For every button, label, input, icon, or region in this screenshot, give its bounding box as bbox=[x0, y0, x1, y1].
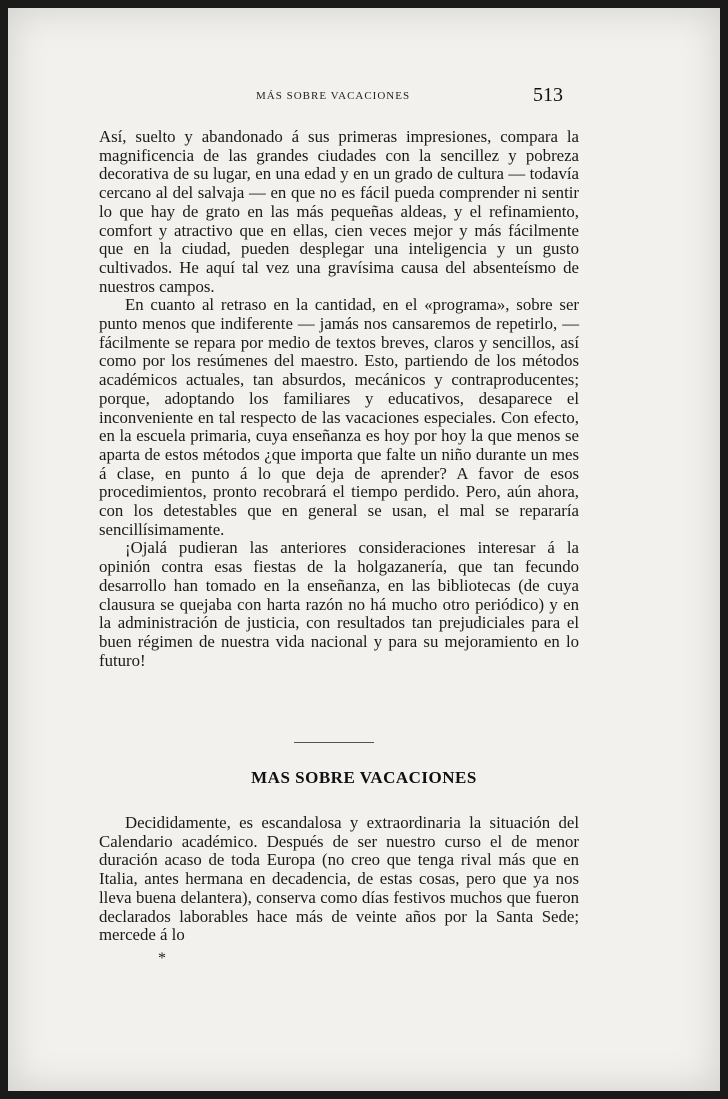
page-header bbox=[8, 86, 720, 110]
section-text bbox=[99, 814, 579, 945]
section-paragraph: Decididamente, es escandalosa y extraordinaria la situación del Calendario académico. Después de ser nuestro curso el de menor duración acaso de toda Europa (no creo que tenga rival más que en Italia, antes hermana en decadencia, de estas cosas, pero que ya nos lleva buena delantera), conserva como días festivos muchos que fueron declarados laborables hace más de veinte años por la Santa Sede; mercede á lo bbox=[99, 813, 579, 945]
book-page bbox=[8, 8, 720, 1091]
paragraph-2: En cuanto al retraso en la cantidad, en el «programa», sobre ser punto menos que indiferente — jamás nos cansaremos de repetirlo, — fácilmente se repara por medio de textos breves, claros y sencillos, así como por los resúmenes del maestro. Esto, partiendo de los métodos académicos actuales, tan absurdos, mecánicos y contraproducentes; porque, adoptando los familiares y educativos, desaparece el inconveniente en tal respecto de las vacaciones especiales. Con efecto, en la escuela primaria, cuya enseñanza es hoy por hoy la que menos se aparta de estos métodos ¿que importa que falte un niño durante un mes á clase, en punto á lo que deja de aprender? A favor de esos procedimientos, pronto recobrará el tiempo perdido. Pero, aún ahora, con los detestables que en general se usan, el mal se repararía sencillísimamente. bbox=[99, 295, 579, 539]
body-text bbox=[99, 128, 579, 670]
signature-mark: * bbox=[158, 950, 166, 967]
paragraph-3: ¡Ojalá pudieran las anteriores consideraciones interesar á la opinión contra esas fiestas de la holgazanería, que tan fecundo desarrollo han tomado en la enseñanza, en las bibliotecas (de cuya clausura se quejaba con harta razón no há mucho otro periódico) y en la administración de justicia, con resultados tan prejudiciales para el buen régimen de nuestra vida nacional y para su mejoramiento en lo futuro! bbox=[99, 538, 579, 670]
page-number: 513 bbox=[533, 84, 563, 106]
section-divider bbox=[294, 742, 374, 743]
section-title: MAS SOBRE VACACIONES bbox=[251, 768, 477, 787]
running-head: MÁS SOBRE VACACIONES bbox=[256, 90, 411, 102]
paragraph-1: Así, suelto y abandonado á sus primeras impresiones, compara la magnificencia de las grandes ciudades con la sencillez y pobreza decorativa de su lugar, en una edad y en un grado de cultura — todavía cercano al del salvaja — en que no es fácil pueda comprender ni sentir lo que hay de grato en las más pequeñas aldeas, y el refinamiento, comfort y atractivo que en ellas, cien veces mejor y más fácilmente que en la ciudad, pueden desplegar una inteligencia y un gusto cultivados. He aquí tal vez una gravísima causa del absenteísmo de nuestros campos. bbox=[99, 127, 579, 296]
